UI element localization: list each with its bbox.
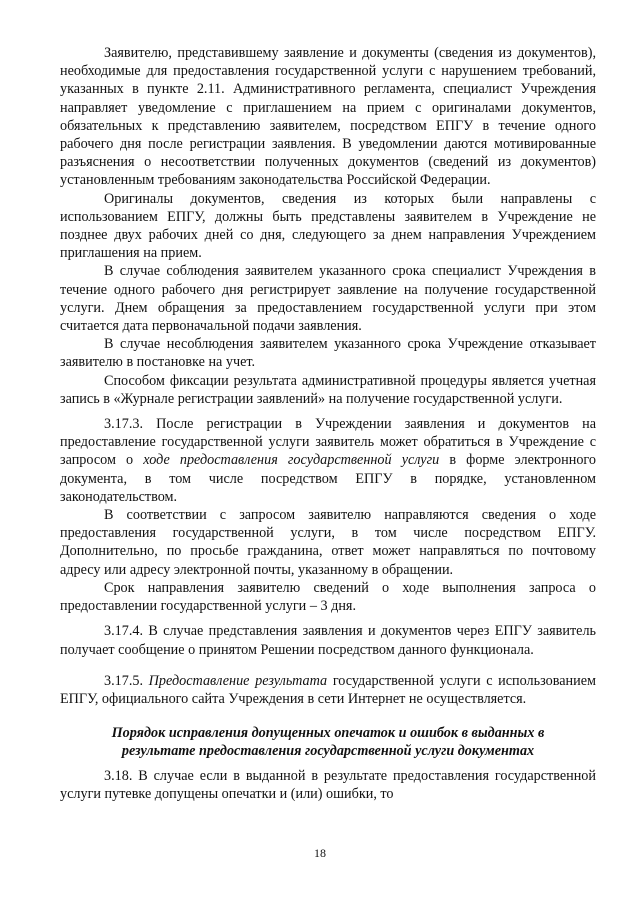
document-body (60, 44, 596, 803)
paragraph: Оригиналы документов, сведения из которых были направлены с использованием ЕПГУ, должны быть представлены заявителем в Учреждение не позднее двух рабочих дней со дня, следующего за днем направления Учреждением приглашения на прием. (60, 190, 596, 262)
paragraph: Способом фиксации результата административной процедуры является учетная запись в «Журнале регистрации заявлений» на получение государственной услуги. (60, 372, 596, 407)
paragraph-italic-text: Предоставление результата (148, 672, 328, 689)
paragraph-italic-text: ходе предоставления государственной услуги (143, 452, 440, 469)
paragraph-3-17-4: 3.17.4. В случае представления заявления и документов через ЕПГУ заявитель получает сообщение о принятом Решении посредством данного функционала. (60, 623, 596, 658)
paragraph-3-17-5 (60, 672, 596, 708)
section-heading (60, 724, 596, 760)
section-heading-line: результате предоставления государственной услуги документах (121, 743, 535, 760)
paragraph: В случае соблюдения заявителем указанного срока специалист Учреждения в течение одного рабочего дня регистрирует заявление на получение государственной услуги. Днем обращения за предоставлением государственной услуги при этом считается дата первоначальной подачи заявления. (60, 263, 596, 335)
paragraph: В соответствии с запросом заявителю направляются сведения о ходе предоставления государственной услуги, в том числе посредством ЕПГУ. Дополнительно, по просьбе гражданина, ответ может направляться по почтовому адресу или адресу электронной почты, указанному в обращении. (60, 507, 596, 578)
paragraph-3-17-3 (60, 415, 596, 506)
paragraph-text: государственной услуги с использованием ЕПГУ, официального сайта Учреждения в сети Интернет не осуществляется. (60, 672, 596, 707)
paragraph-text: 3.17.5. (104, 672, 149, 689)
section-heading-line: Порядок исправления допущенных опечаток и ошибок в выданных в (111, 725, 545, 742)
paragraph: В случае несоблюдения заявителем указанного срока Учреждение отказывает заявителю в постановке на учет. (60, 336, 596, 371)
paragraph-text: в форме электронного документа, в том числе посредством ЕПГУ в порядке, установленном законодательством. (60, 452, 596, 505)
page-number: 18 (314, 846, 326, 860)
paragraph-3-18: 3.18. В случае если в выданной в результате предоставления государственной услуги путевке допущены опечатки и (или) ошибки, то (60, 767, 596, 802)
paragraph: Срок направления заявителю сведений о ходе выполнения запроса о предоставлении государственной услуги – 3 дня. (60, 579, 596, 615)
paragraph-text: 3.17.3. После регистрации в Учреждении заявления и документов на предоставление государственной услуги заявитель может обратиться в Учреждение с запросом о (60, 416, 596, 469)
paragraph: Заявителю, представившему заявление и документы (сведения из документов), необходимые для предоставления государственной услуги с нарушением требований, указанных в пункте 2.11. Административного регламента, специалист Учреждения направляет уведомление с приглашением на прием с оригиналами документов, обязательных к представлению заявителем, посредством ЕПГУ в течение одного рабочего дня после регистрации заявления. В уведомлении даются мотивированные разъяснения о несоответствии полученных документов (сведений из документов) установленным требованиям законодательства Российской Федерации. (60, 45, 596, 189)
